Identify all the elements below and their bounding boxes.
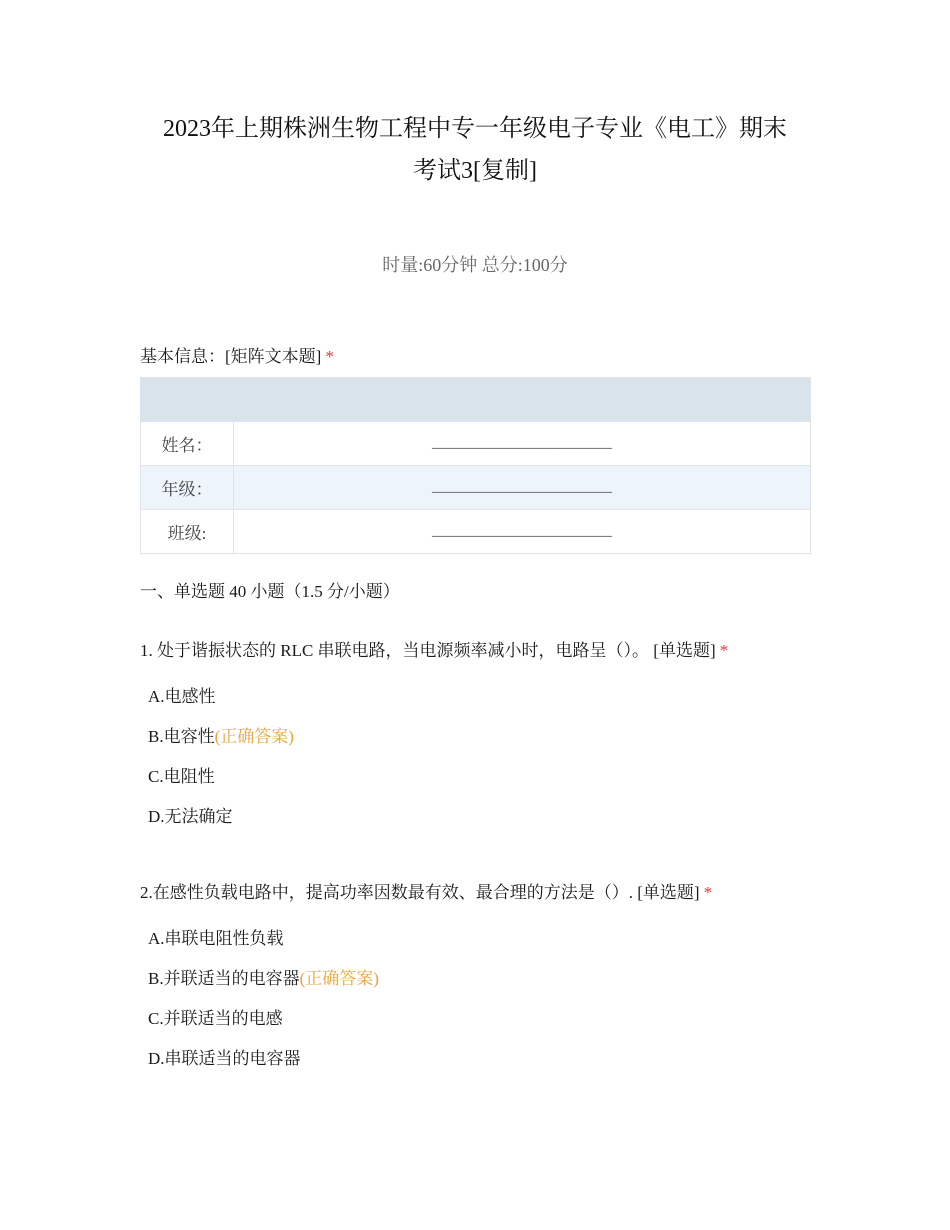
option-text: D.串联适当的电容器	[148, 1049, 301, 1068]
title-line-2: 考试3[复制]	[413, 158, 537, 184]
correct-answer-tag: (正确答案)	[299, 969, 379, 988]
option-1d[interactable]	[148, 802, 233, 827]
question-1	[140, 636, 728, 661]
option-1c[interactable]	[148, 762, 215, 787]
option-2c[interactable]	[148, 1004, 283, 1029]
question-text: 1. 处于谐振状态的 RLC 串联电路，当电源频率减小时，电路呈（）。 [单选题]	[140, 641, 716, 660]
required-mark: *	[719, 641, 729, 660]
option-text: D.无法确定	[148, 807, 233, 826]
table-header-cell	[141, 378, 234, 422]
matrix-question-title	[140, 342, 334, 367]
option-2a[interactable]	[148, 924, 284, 949]
option-2d[interactable]	[148, 1044, 301, 1069]
row-label-class: 班级:	[141, 510, 234, 554]
option-1a[interactable]	[148, 682, 216, 707]
page-title	[140, 108, 810, 192]
option-text: C.电阻性	[148, 767, 215, 786]
table-row	[141, 422, 811, 466]
question-text: 2.在感性负载电路中，提高功率因数最有效、最合理的方法是（）. [单选题]	[140, 883, 700, 902]
option-text: A.电感性	[148, 687, 216, 706]
exam-info: 时量:60分钟 总分:100分	[382, 255, 568, 275]
required-mark: *	[703, 883, 713, 902]
required-mark: *	[325, 347, 334, 366]
grade-field[interactable]: ________________________	[234, 466, 811, 510]
option-2b[interactable]	[148, 964, 379, 989]
table-row	[141, 466, 811, 510]
matrix-question-label: 基本信息：[矩阵文本题]	[140, 347, 322, 366]
option-text: B.电容性	[148, 727, 215, 746]
row-label-name: 姓名：	[141, 422, 234, 466]
option-text: C.并联适当的电感	[148, 1009, 283, 1028]
class-field[interactable]: ________________________	[234, 510, 811, 554]
basic-info-table	[140, 377, 811, 554]
table-header-cell	[234, 378, 811, 422]
correct-answer-tag: (正确答案)	[214, 727, 294, 746]
option-text: A.串联电阻性负载	[148, 929, 284, 948]
name-field[interactable]: ________________________	[234, 422, 811, 466]
question-2	[140, 878, 712, 903]
option-1b[interactable]	[148, 722, 294, 747]
table-row	[141, 510, 811, 554]
title-line-1: 2023年上期株洲生物工程中专一年级电子专业《电工》期末	[163, 116, 787, 142]
section-heading: 一、单选题 40 小题（1.5 分/小题）	[140, 582, 400, 601]
row-label-grade: 年级：	[141, 466, 234, 510]
option-text: B.并联适当的电容器	[148, 969, 300, 988]
table-header-row	[141, 378, 811, 422]
